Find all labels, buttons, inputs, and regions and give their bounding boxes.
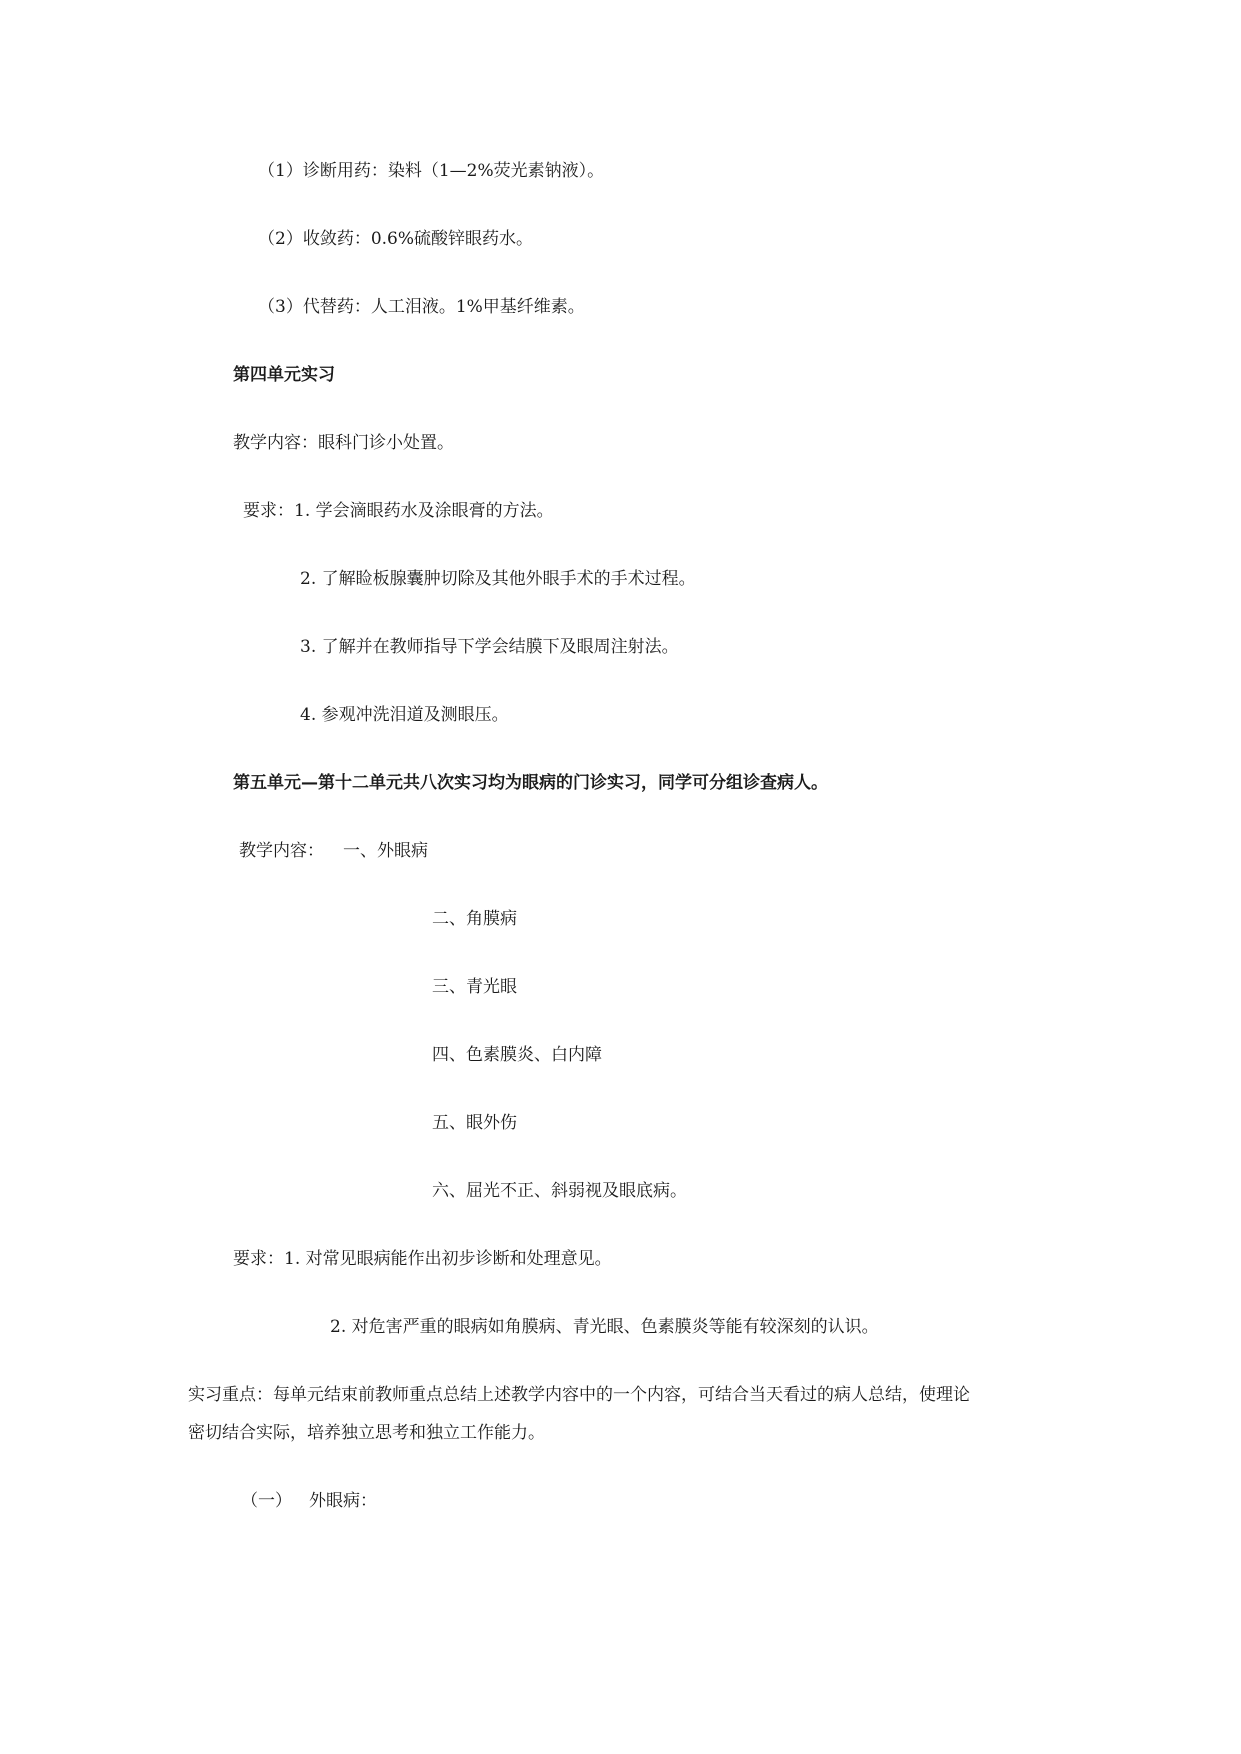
drug-item-2: （2）收敛药：0.6%硫酸锌眼药水。 [258,229,534,249]
practice-focus-line-2: 密切结合实际，培养独立思考和独立工作能力。 [188,1423,545,1443]
unit4-requirement-4: 4. 参观冲洗泪道及测眼压。 [300,705,509,725]
topic-item: 二、角膜病 [432,909,517,929]
unit5-12-content-label: 教学内容： [239,841,324,861]
drug-item-1: （1）诊断用药：染料（1—2%荧光素钠液）。 [258,161,605,181]
topic-item: 三、青光眼 [432,977,517,997]
drug-item-3: （3）代替药：人工泪液。1%甲基纤维素。 [258,297,585,317]
unit4-heading: 第四单元实习 [233,365,335,385]
unit4-requirement-1: 要求：1. 学会滴眼药水及涂眼膏的方法。 [243,501,554,521]
topic-item: 一、外眼病 [343,841,428,861]
unit4-content: 教学内容：眼科门诊小处置。 [233,433,454,453]
practice-focus-line-1: 实习重点：每单元结束前教师重点总结上述教学内容中的一个内容，可结合当天看过的病人总结，使理论 [188,1385,970,1405]
topic-item: 六、屈光不正、斜弱视及眼底病。 [432,1181,687,1201]
unit5-12-requirement-2: 2. 对危害严重的眼病如角膜病、青光眼、色素膜炎等能有较深刻的认识。 [330,1317,879,1337]
unit4-requirement-2: 2. 了解睑板腺囊肿切除及其他外眼手术的手术过程。 [300,569,696,589]
unit4-requirement-3: 3. 了解并在教师指导下学会结膜下及眼周注射法。 [300,637,679,657]
section-number: （一） [241,1491,292,1511]
unit5-12-requirement-1: 要求：1. 对常见眼病能作出初步诊断和处理意见。 [233,1249,612,1269]
topic-item: 五、眼外伤 [432,1113,517,1133]
section-title: 外眼病： [309,1491,377,1511]
topic-item: 四、色素膜炎、白内障 [432,1045,602,1065]
unit5-12-heading: 第五单元—第十二单元共八次实习均为眼病的门诊实习，同学可分组诊查病人。 [233,773,828,793]
